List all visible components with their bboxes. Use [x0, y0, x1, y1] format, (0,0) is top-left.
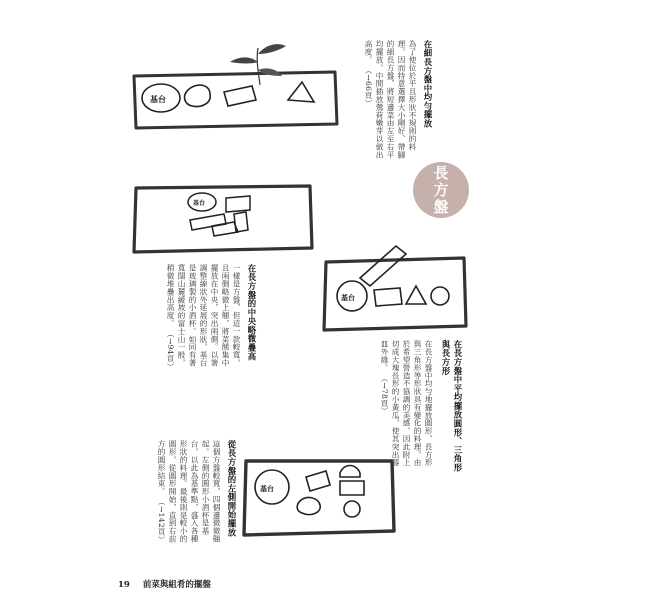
block-3-heading: 在長方盤中平均擺放圓形、三角形與長方形	[441, 340, 463, 472]
block-1-body	[356, 40, 418, 166]
page-footer	[118, 578, 211, 590]
block-1-ref: （→66頁）	[364, 66, 373, 108]
block-2-ref: （→94頁）	[166, 329, 175, 371]
block-1-heading: 在細長方盤中均勻擺放	[423, 40, 433, 128]
block-4-heading: 從長方盤的左側開始擺放	[227, 440, 237, 537]
page-number: 19	[118, 580, 130, 590]
block-2-text: 一樣是方盤，但這一款較寬，且兩側略微上翹，將菜餚集中擺放在中央，突出兩側。以箸調整線狀外延展的形狀，基台是玻璃製的小酒杯。如同有著寬闊山麓緩坡的富士山一般，稍微堆疊出高度。	[166, 264, 241, 367]
block-3-body	[368, 340, 434, 470]
running-title: 前菜與組肴的擺盤	[142, 580, 211, 590]
section-badge-label: 長方盤	[431, 164, 450, 216]
base-label: 基台	[341, 293, 355, 302]
tray-mixed-shapes-illustration	[320, 240, 470, 335]
section-badge	[413, 162, 469, 218]
block-2-body	[146, 264, 242, 374]
base-label: 基台	[260, 484, 274, 493]
block-2-heading: 在長方盤的中央略微疊高	[247, 264, 257, 361]
wide-tray-center-illustration	[130, 180, 320, 260]
base-label: 基台	[193, 200, 206, 207]
block-3-text: 在長方盤中均勻地擺放圓形、長方形與三角形等形狀具有變化的料理，由於希望營造不協調的美感，因此附上切成大塊長形的小黃瓜，使其突出器皿外緣。	[380, 340, 433, 467]
block-4-ref: （→142頁）	[157, 498, 166, 544]
block-1-text: 為了使位於平且形狀不規則的料理，因而特意選擇大小剛好、帶腳的細長方盤，將短邊菜由左至右平均擺放，中間插放鶯荷嫩芽以做出高度。	[364, 40, 417, 159]
base-label: 基台	[150, 94, 166, 104]
block-4-body	[146, 440, 222, 550]
tray-left-start-illustration	[240, 455, 400, 545]
narrow-tray-illustration	[130, 40, 350, 135]
block-4-text: 這個方盤較寬，四個邊微微翹起。左側的圓形小酒杯是基台，以此為基準點，盛入各種形狀的料理。最後則是較小的圓形，從圓形開始，直到右前方的圓形結束。	[157, 440, 221, 543]
block-3-ref: （→78頁）	[380, 374, 389, 415]
